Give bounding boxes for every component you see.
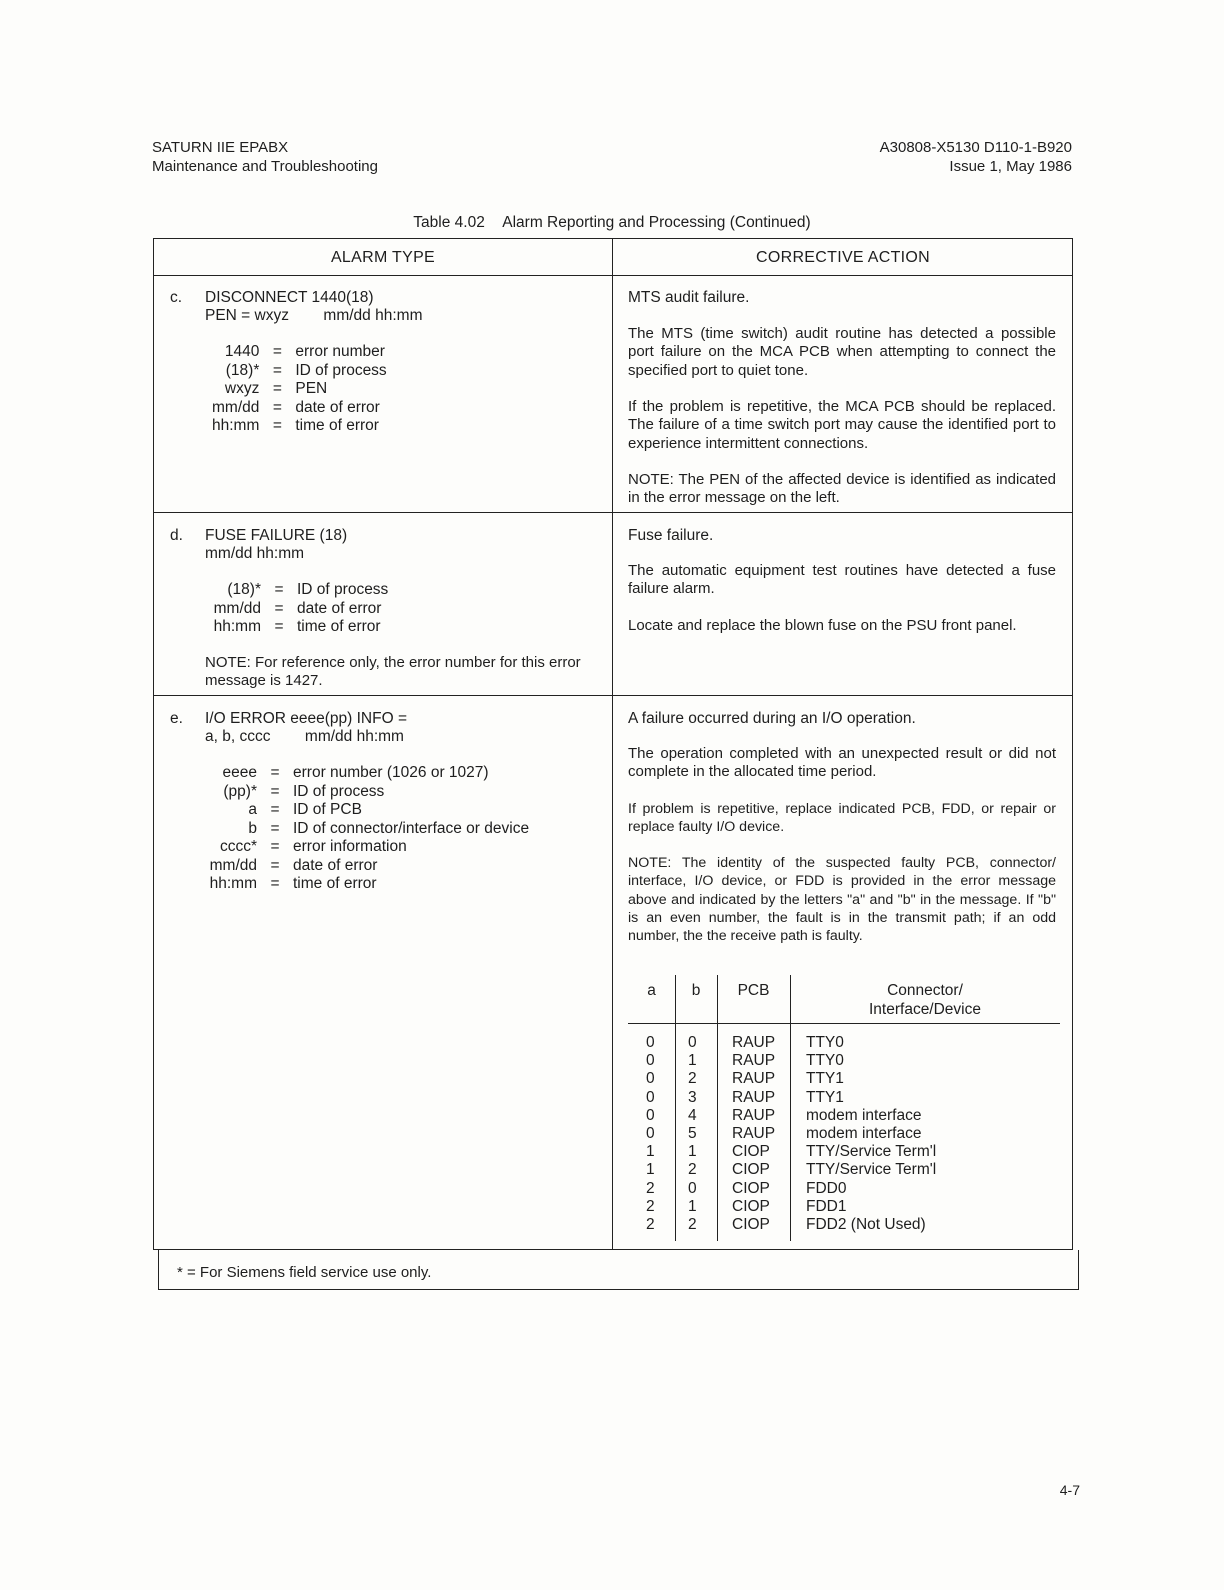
table-row: 0 2 RAUP TTY1 [646,1070,844,1088]
alarm-table [153,238,1073,1250]
row-d-note: NOTE: For reference only, the error number for this error message is 1427. [205,654,581,690]
footnote-text: * = For Siemens field service use only. [177,1264,432,1281]
table-row: 0 0 RAUP TTY0 [646,1034,844,1051]
def-row: hh:mm = time of error [209,875,377,892]
def-row: mm/dd = date of error [213,599,382,617]
table-row: 2 1 CIOP FDD1 [646,1197,847,1215]
row-c-action-note: NOTE: The PEN of the affected device is identified as indicated in the error message on the left. [628,471,1056,507]
row-d-line2: mm/dd hh:mm [205,545,305,562]
table-row: 0 5 RAUP modem interface [646,1125,922,1142]
def-row: mm/dd = date of error [212,398,380,416]
lookup-header-device [790,981,1060,1019]
issue-date: Issue 1, May 1986 [949,158,1072,175]
row-c-definitions [212,343,387,436]
row-e-action-p2: If problem is repetitive, replace indicated PCB, FDD, or repair or replace faulty I/O device. [628,801,1056,836]
def-row: (18)* = ID of process [225,361,387,379]
table-number: Table 4.02 [413,214,485,231]
lookup-header-device-line1: Connector/ [887,982,963,999]
lookup-header-rule [628,1023,1060,1024]
def-row: mm/dd = date of error [209,856,378,874]
table-caption [0,214,1224,232]
row-rule-d-e [154,695,1072,696]
page-number: 4-7 [1059,1482,1080,1498]
table-footnote [158,1250,1079,1290]
row-e-line2: a, b, cccc mm/dd hh:mm [205,728,404,745]
table-row: 1 2 CIOP TTY/Service Term'l [646,1161,937,1179]
def-row: hh:mm = time of error [212,417,379,434]
table-row: 2 2 CIOP FDD2 (Not Used) [646,1216,926,1233]
def-row: (18)* = ID of process [227,581,389,598]
io-lookup-table [628,975,1060,1243]
row-d-definitions [209,581,388,637]
def-row: 1440 = error number [224,343,385,360]
row-c-action-p2: If the problem is repetitive, the MCA PCB should be replaced. The failure of a time switch port may cause the identified port to experience intermittent connections. [628,398,1056,452]
row-e-action-note: NOTE: The identity of the suspected faulty PCB, connector/ interface, I/O device, or FDD is provided in the error message above and indicated by the letters "a" and "b" in the message. If "b" is an even number, the fault is in the transmit path; if an odd number, the the receive path is faulty. [628,855,1056,945]
lookup-header-device-line2: Interface/Device [869,1001,981,1018]
row-e-action-title: A failure occurred during an I/O operation. [628,710,916,727]
row-c-letter: c. [170,289,183,306]
table-row: 0 4 RAUP modem interface [646,1106,922,1124]
row-e-letter: e. [170,710,183,727]
def-row: eeee = error number (1026 or 1027) [222,764,489,781]
table-row: 1 1 CIOP TTY/Service Term'l [646,1143,937,1161]
column-divider [612,239,613,1249]
row-e-action-p1: The operation completed with an unexpected result or did not complete in the allocated time period. [628,745,1056,781]
def-row: b = ID of connector/interface or device [248,819,530,837]
def-row: cccc* = error information [219,838,407,855]
table-title: Alarm Reporting and Processing (Continued) [502,214,811,231]
product-name: SATURN IIE EPABX [152,139,289,156]
row-e-definitions [209,764,529,894]
lookup-header-b: b [691,982,701,999]
header-rule [154,275,1072,276]
row-d-action-p2: Locate and replace the blown fuse on the PSU front panel. [628,617,1017,634]
row-rule-c-d [154,512,1072,513]
lookup-header-pcb: PCB [737,982,770,999]
lookup-header-a: a [647,982,656,999]
col-header-corrective-action: CORRECTIVE ACTION [755,249,930,266]
col-header-alarm-type: ALARM TYPE [330,249,436,266]
row-d-action-title: Fuse failure. [628,527,714,544]
def-row: wxyz = PEN [224,380,328,397]
header-right [880,138,1072,176]
table-row: 2 0 CIOP FDD0 [646,1179,847,1197]
row-c-action-p1: The MTS (time switch) audit routine has detected a possible port failure on the MCA PCB when attempting to connect the specified port to quiet tone. [628,325,1056,379]
def-row: (pp)* = ID of process [223,782,385,800]
row-c-line2: PEN = wxyz mm/dd hh:mm [205,307,423,324]
header-left [152,138,378,176]
row-d-line1: FUSE FAILURE (18) [205,527,348,544]
manual-title: Maintenance and Troubleshooting [152,158,378,175]
row-d-letter: d. [170,527,183,544]
table-row: 0 1 RAUP TTY0 [646,1052,844,1070]
row-d-action-p1: The automatic equipment test routines have detected a fuse failure alarm. [628,562,1056,598]
doc-number: A30808-X5130 D110-1-B920 [879,139,1072,156]
row-c-action-title: MTS audit failure. [628,289,750,306]
row-c-line1: DISCONNECT 1440(18) [205,289,374,306]
def-row: hh:mm = time of error [213,618,381,635]
table-row: 0 3 RAUP TTY1 [646,1088,844,1106]
row-e-line1: I/O ERROR eeee(pp) INFO = [205,710,407,727]
def-row: a = ID of PCB [248,801,362,818]
